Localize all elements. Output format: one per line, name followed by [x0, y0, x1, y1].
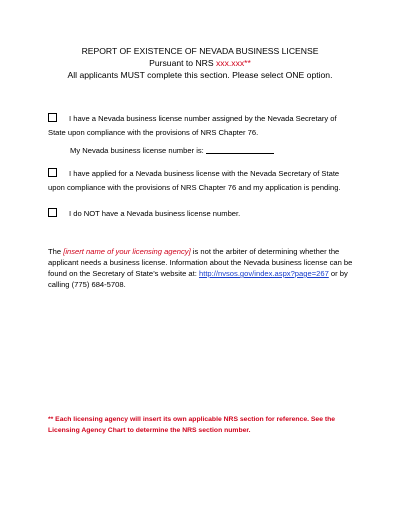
sos-website-link[interactable]: http://nvsos.gov/index.aspx?page=267 — [198, 269, 329, 278]
instruction-text: All applicants MUST complete this section. Please select ONE option. — [67, 70, 333, 80]
nrs-placeholder: xxx.xxx** — [216, 58, 251, 68]
footnote: ** Each licensing agency will insert its own applicable NRS section for reference. See the Licensing Agency Chart to determine the NRS section number. — [48, 416, 336, 434]
option-no-license-checkbox[interactable] — [48, 208, 57, 217]
agency-placeholder: [insert name of your licensing agency] — [63, 247, 191, 256]
license-number-field[interactable] — [206, 145, 274, 154]
option-pending-checkbox[interactable] — [48, 168, 57, 177]
option-pending — [48, 167, 356, 195]
option-no-license-text: I do NOT have a Nevada business license number. — [69, 209, 241, 218]
pursuant-prefix: Pursuant to NRS — [149, 58, 216, 68]
option-licensed-text: I have a Nevada business license number assigned by the Nevada Secretary of State upon compliance with the provisions of NRS Chapter 76. — [48, 114, 337, 137]
disclaimer-body: is not the arbiter of determining whether the applicant needs a business license. Information about the Nevada business license can be found on the Secretary of State’s website at: — [48, 247, 353, 278]
disclaimer-paragraph — [48, 246, 356, 290]
document-header — [0, 45, 400, 81]
pursuant-line — [0, 57, 400, 69]
disclaimer-prefix: The — [48, 247, 64, 256]
option-licensed — [48, 112, 356, 140]
disclaimer-suffix: or by calling (775) 684-5708. — [48, 269, 348, 289]
option-no-license — [48, 207, 356, 221]
license-number-label: My Nevada business license number is: — [70, 146, 204, 155]
license-number-line — [70, 145, 274, 157]
document-title: REPORT OF EXISTENCE OF NEVADA BUSINESS LICENSE — [81, 46, 319, 56]
option-pending-text: I have applied for a Nevada business license with the Nevada Secretary of State upon compliance with the provisions of NRS Chapter 76 and my application is pending. — [48, 169, 341, 192]
option-licensed-checkbox[interactable] — [48, 113, 57, 122]
